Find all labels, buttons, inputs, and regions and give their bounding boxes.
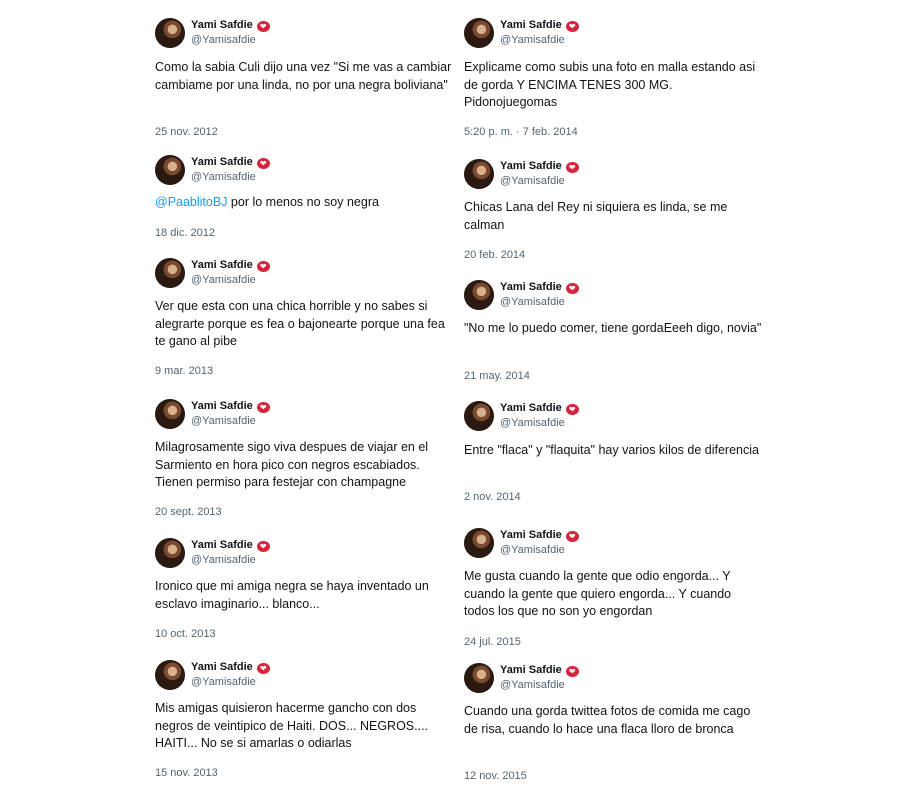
tweet-text: Me gusta cuando la gente que odio engorda... Y cuando la gente que quiero engorda... Y cuando todos los que no son yo engordan <box>464 569 732 618</box>
tweet-text: "No me lo puedo comer, tiene gordaEeeh digo, novia" <box>464 321 762 335</box>
display-name[interactable]: Yami Safdie ❤ <box>500 528 579 542</box>
tweet-timestamp[interactable]: 10 oct. 2013 <box>155 628 216 640</box>
tweet-timestamp[interactable]: 18 dic. 2012 <box>155 227 215 239</box>
tweet-text: Como la sabia Culi dijo una vez "Si me vas a cambiar cambiame por una linda, no por una negra boliviana" <box>155 60 452 92</box>
display-name[interactable]: Yami Safdie ❤ <box>191 18 270 32</box>
heart-icon: ❤ <box>257 158 270 169</box>
avatar[interactable] <box>155 258 185 288</box>
avatar[interactable] <box>155 538 185 568</box>
tweet-header <box>155 660 455 692</box>
avatar[interactable] <box>464 280 494 310</box>
heart-icon: ❤ <box>566 531 579 542</box>
display-name[interactable]: Yami Safdie ❤ <box>191 399 270 413</box>
tweet-text <box>155 194 455 212</box>
tweet-header <box>155 258 455 290</box>
tweet-timestamp[interactable]: 15 nov. 2013 <box>155 767 218 779</box>
display-name[interactable]: Yami Safdie ❤ <box>500 18 579 32</box>
tweet-text-body: por lo menos no soy negra <box>227 195 379 209</box>
username-handle[interactable]: @Yamisafdie <box>191 274 256 286</box>
username-handle[interactable]: @Yamisafdie <box>500 296 565 308</box>
tweet-text: Chicas Lana del Rey ni siquiera es linda, se me calman <box>464 200 728 232</box>
tweet-text: Mis amigas quisieron hacerme gancho con dos negros de veintipico de Haiti. DOS... NEGROS.... HAITI... No se si amarlas o odiarlas <box>155 701 429 750</box>
heart-icon: ❤ <box>566 283 579 294</box>
tweet-timestamp[interactable]: 24 jul. 2015 <box>464 636 521 648</box>
tweet-header <box>464 280 764 312</box>
display-name[interactable]: Yami Safdie ❤ <box>500 159 579 173</box>
heart-icon: ❤ <box>566 404 579 415</box>
heart-icon: ❤ <box>257 663 270 674</box>
display-name[interactable]: Yami Safdie ❤ <box>500 280 579 294</box>
tweet-text: Cuando una gorda twittea fotos de comida me cago de risa, cuando lo hace una flaca lloro de bronca <box>464 704 751 736</box>
username-handle[interactable]: @Yamisafdie <box>500 679 565 691</box>
username-handle[interactable]: @Yamisafdie <box>500 34 565 46</box>
tweet-timestamp[interactable]: 12 nov. 2015 <box>464 770 527 782</box>
tweet-header <box>155 538 455 570</box>
display-name[interactable]: Yami Safdie ❤ <box>191 155 270 169</box>
heart-icon: ❤ <box>257 402 270 413</box>
avatar[interactable] <box>464 159 494 189</box>
display-name[interactable]: Yami Safdie ❤ <box>500 401 579 415</box>
tweet-text: Milagrosamente sigo viva despues de viajar en el Sarmiento en hora pico con negros escabiados. Tienen permiso para festejar con champagne <box>155 440 429 489</box>
heart-icon: ❤ <box>566 21 579 32</box>
avatar[interactable] <box>464 528 494 558</box>
avatar[interactable] <box>155 399 185 429</box>
tweet-timestamp[interactable]: 2 nov. 2014 <box>464 491 521 503</box>
username-handle[interactable]: @Yamisafdie <box>191 34 256 46</box>
heart-icon: ❤ <box>257 261 270 272</box>
username-handle[interactable]: @Yamisafdie <box>500 544 565 556</box>
tweet-timestamp[interactable]: 5:20 p. m. · 7 feb. 2014 <box>464 126 578 138</box>
username-handle[interactable]: @Yamisafdie <box>191 676 256 688</box>
tweet-timestamp[interactable]: 21 may. 2014 <box>464 370 530 382</box>
heart-icon: ❤ <box>566 666 579 677</box>
display-name[interactable]: Yami Safdie ❤ <box>191 538 270 552</box>
avatar[interactable] <box>464 401 494 431</box>
tweet-text: Entre "flaca" y "flaquita" hay varios kilos de diferencia <box>464 443 759 457</box>
heart-icon: ❤ <box>566 162 579 173</box>
tweet-text: Ver que esta con una chica horrible y no sabes si alegrarte porque es fea o bajonearte porque una fea te gano al pibe <box>155 299 445 348</box>
tweet-header <box>155 18 455 50</box>
avatar[interactable] <box>464 18 494 48</box>
avatar[interactable] <box>155 18 185 48</box>
tweet-header <box>155 155 455 187</box>
tweet-header <box>464 528 764 560</box>
display-name[interactable]: Yami Safdie ❤ <box>500 663 579 677</box>
mention-link[interactable]: @PaablitoBJ <box>155 195 228 209</box>
tweet-text: Explicame como subis una foto en malla estando asi de gorda Y ENCIMA TENES 300 MG. Pidonojuegomas <box>464 60 756 109</box>
display-name[interactable]: Yami Safdie ❤ <box>191 258 270 272</box>
tweet-text: Ironico que mi amiga negra se haya inventado un esclavo imaginario... blanco... <box>155 579 429 611</box>
username-handle[interactable]: @Yamisafdie <box>191 415 256 427</box>
heart-icon: ❤ <box>257 541 270 552</box>
username-handle[interactable]: @Yamisafdie <box>191 171 256 183</box>
avatar[interactable] <box>155 155 185 185</box>
tweet-header <box>464 18 764 50</box>
tweet-header <box>464 663 764 695</box>
heart-icon: ❤ <box>257 21 270 32</box>
tweet-header <box>464 159 764 191</box>
tweet-header <box>464 401 764 433</box>
username-handle[interactable]: @Yamisafdie <box>500 417 565 429</box>
tweet-timestamp[interactable]: 20 feb. 2014 <box>464 249 526 261</box>
username-handle[interactable]: @Yamisafdie <box>191 554 256 566</box>
display-name[interactable]: Yami Safdie ❤ <box>191 660 270 674</box>
tweet-timestamp[interactable]: 20 sept. 2013 <box>155 506 222 518</box>
tweet-header <box>155 399 455 431</box>
tweet-timestamp[interactable]: 9 mar. 2013 <box>155 365 214 377</box>
username-handle[interactable]: @Yamisafdie <box>500 175 565 187</box>
tweet-timestamp[interactable]: 25 nov. 2012 <box>155 126 218 138</box>
avatar[interactable] <box>155 660 185 690</box>
avatar[interactable] <box>464 663 494 693</box>
